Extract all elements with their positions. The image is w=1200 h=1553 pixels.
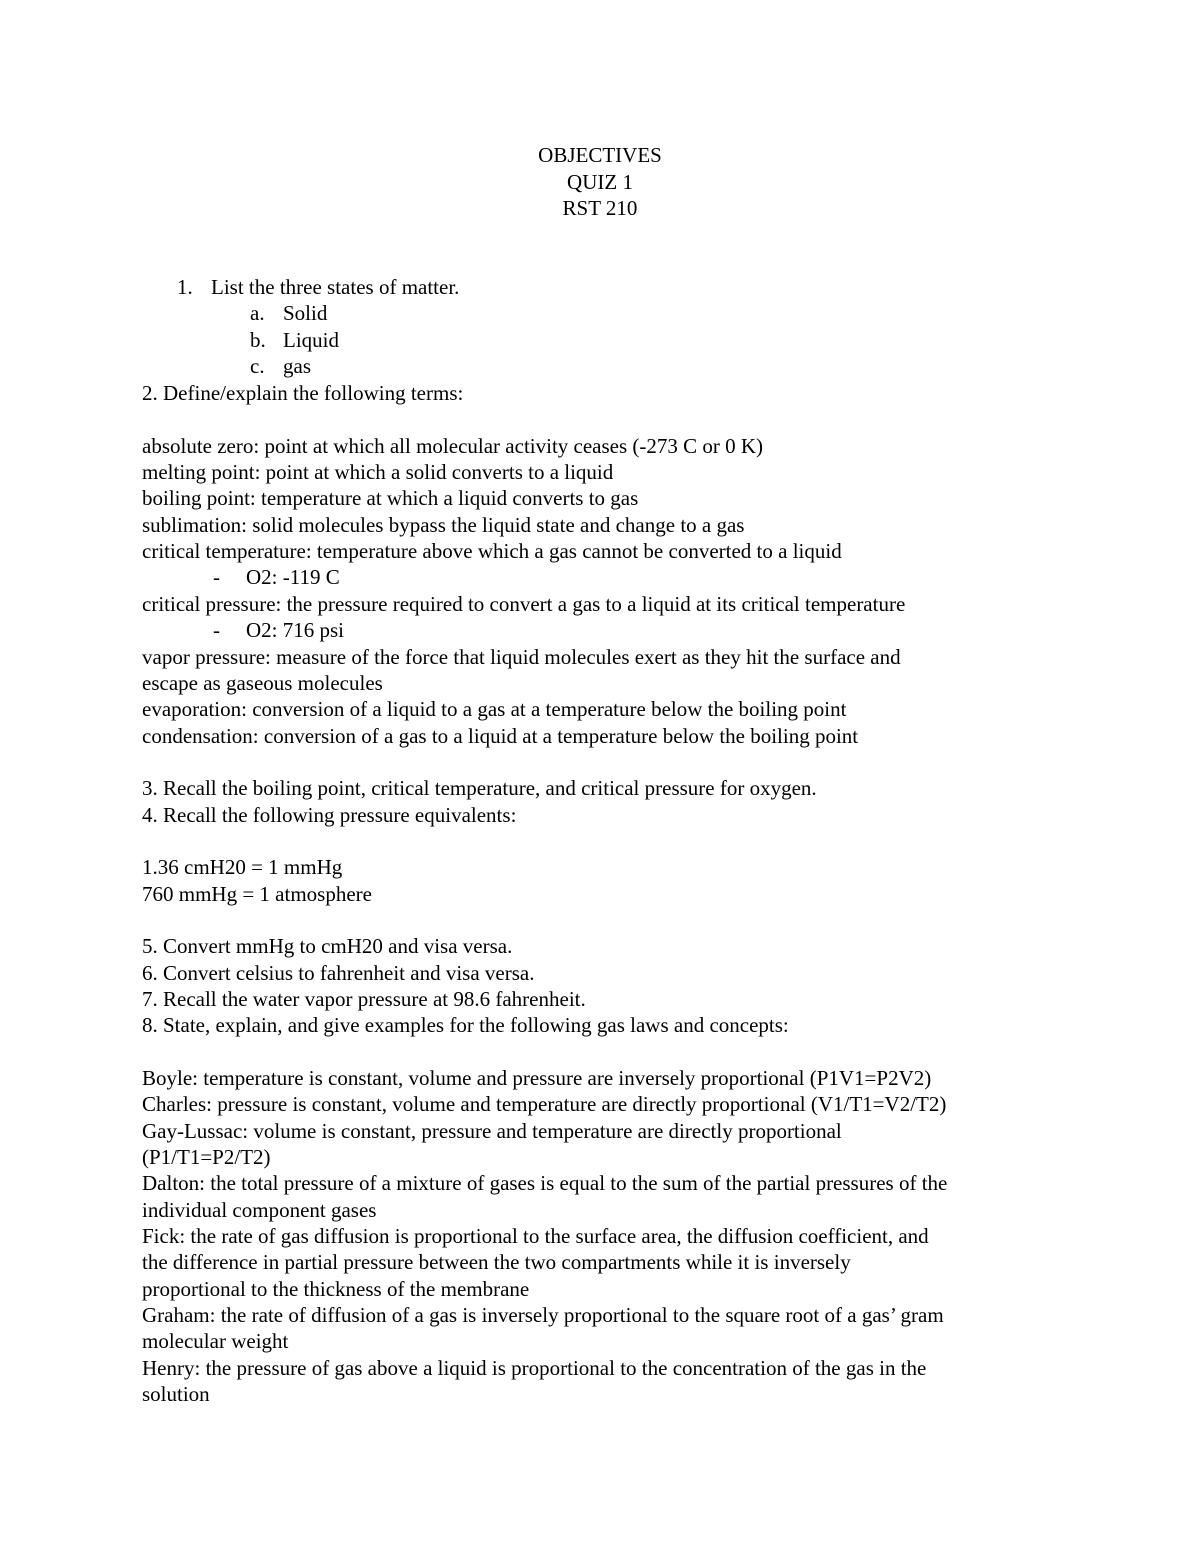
gas-law-line: Dalton: the total pressure of a mixture of gases is equal to the sum of the partial pressures of the [142,1171,948,1195]
q1-text: List the three states of matter. [211,275,460,299]
course-code: RST 210 [562,196,638,220]
gas-law-line: Boyle: temperature is constant, volume and pressure are inversely proportional (P1V1=P2V2) [142,1066,932,1090]
term-definition: condensation: conversion of a gas to a liquid at a temperature below the boiling point [142,724,859,748]
gas-law-line: molecular weight [142,1329,289,1353]
document-title: OBJECTIVES [538,143,662,167]
q8-text: 8. State, explain, and give examples for the following gas laws and concepts: [142,1013,789,1037]
quiz-label: QUIZ 1 [567,170,633,194]
sub-bullet-marker: - [213,565,220,589]
gas-law-line: Gay-Lussac: volume is constant, pressure and temperature are directly proportional [142,1119,842,1143]
sub-bullet-text: O2: -119 C [246,565,340,589]
pressure-equivalent: 1.36 cmH20 = 1 mmHg [142,855,343,879]
q1-number: 1. [177,275,193,299]
term-definition: evaporation: conversion of a liquid to a gas at a temperature below the boiling point [142,697,847,721]
q6-text: 6. Convert celsius to fahrenheit and visa versa. [142,961,535,985]
sub-bullet-marker: - [213,618,220,642]
gas-law-line: Fick: the rate of gas diffusion is proportional to the surface area, the diffusion coefficient, and [142,1224,929,1248]
gas-law-line: the difference in partial pressure between the two compartments while it is inversely [142,1250,851,1274]
term-definition: critical temperature: temperature above which a gas cannot be converted to a liquid [142,539,842,563]
term-definition: absolute zero: point at which all molecular activity ceases (-273 C or 0 K) [142,434,764,458]
gas-law-line: Graham: the rate of diffusion of a gas is inversely proportional to the square root of a gas’ gram [142,1303,944,1327]
gas-law-line: Charles: pressure is constant, volume and temperature are directly proportional (V1/T1=V2/T2) [142,1092,947,1116]
term-definition: critical pressure: the pressure required to convert a gas to a liquid at its critical temperature [142,592,906,616]
gas-law-line: Henry: the pressure of gas above a liquid is proportional to the concentration of the gas in the [142,1356,927,1380]
gas-law-line: individual component gases [142,1198,377,1222]
term-definition: escape as gaseous molecules [142,671,383,695]
term-definition: melting point: point at which a solid converts to a liquid [142,460,614,484]
term-definition: sublimation: solid molecules bypass the liquid state and change to a gas [142,513,745,537]
q5-text: 5. Convert mmHg to cmH20 and visa versa. [142,934,513,958]
q7-text: 7. Recall the water vapor pressure at 98.6 fahrenheit. [142,987,586,1011]
q1-item-marker: b. [250,328,266,352]
q1-item: Solid [283,301,328,325]
gas-law-line: solution [142,1382,210,1406]
pressure-equivalent: 760 mmHg = 1 atmosphere [142,882,372,906]
term-definition: boiling point: temperature at which a liquid converts to gas [142,486,639,510]
q1-item: Liquid [283,328,339,352]
q2-text: 2. Define/explain the following terms: [142,381,464,405]
q3-text: 3. Recall the boiling point, critical temperature, and critical pressure for oxygen. [142,776,817,800]
q1-item-marker: c. [250,354,265,378]
sub-bullet-text: O2: 716 psi [246,618,345,642]
q4-text: 4. Recall the following pressure equivalents: [142,803,517,827]
gas-law-line: proportional to the thickness of the membrane [142,1277,530,1301]
q1-item-marker: a. [250,301,265,325]
q1-item: gas [283,354,311,378]
term-definition: vapor pressure: measure of the force that liquid molecules exert as they hit the surface and [142,645,901,669]
gas-law-line: (P1/T1=P2/T2) [142,1145,271,1169]
